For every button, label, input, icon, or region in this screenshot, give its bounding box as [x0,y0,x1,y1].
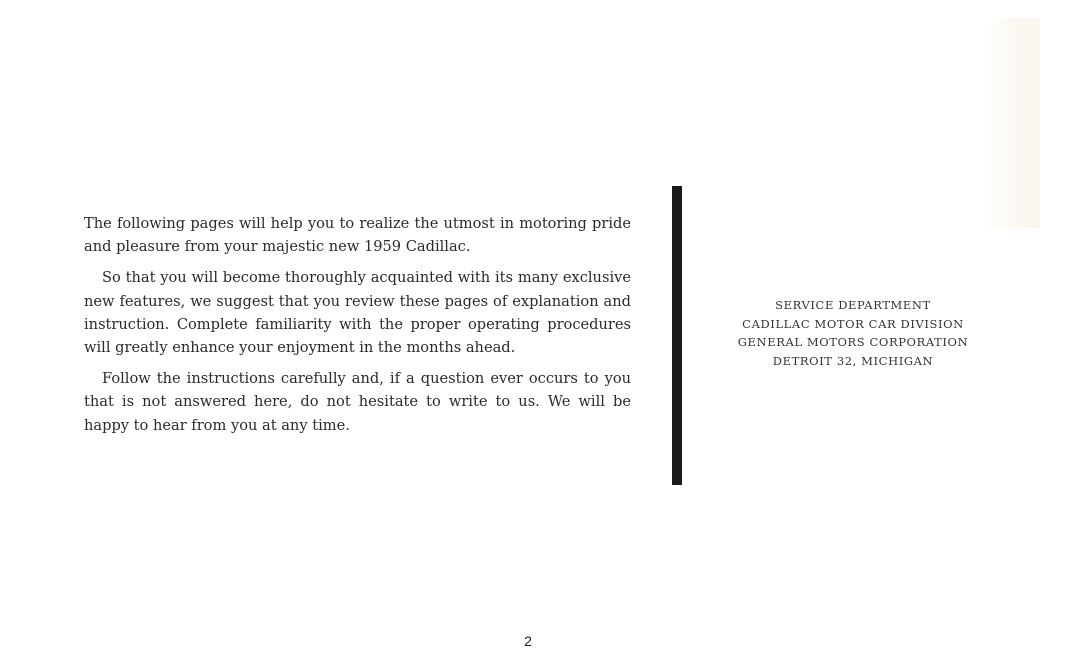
vertical-divider [672,186,682,485]
paragraph-features: So that you will become thoroughly acquainted with its many exclusive new features, we suggest that you review these pages of explanation and instruction. Complete familiarity with the proper operating procedures will greatly enhance your enjoyment in the months ahead. [84,269,631,357]
address-line-division: CADILLAC MOTOR CAR DIVISION [742,316,964,331]
address-block [700,296,1006,370]
paragraph-intro: The following pages will help you to realize the utmost in motoring pride and pleasure from your majestic new 1959 Cadillac. [84,215,631,256]
intro-text [84,212,631,445]
paragraph-instructions: Follow the instructions carefully and, if a question ever occurs to you that is not answered here, do not hesitate to write to us. We will be happy to hear from you at any time. [84,370,631,434]
address-line-corporation: GENERAL MOTORS CORPORATION [737,335,969,350]
page-edge-shading [985,18,1040,228]
address-line-department: SERVICE DEPARTMENT [775,298,931,312]
address-line-city: DETROIT 32, MICHIGAN [772,353,934,368]
page-number: 2 [524,633,532,649]
